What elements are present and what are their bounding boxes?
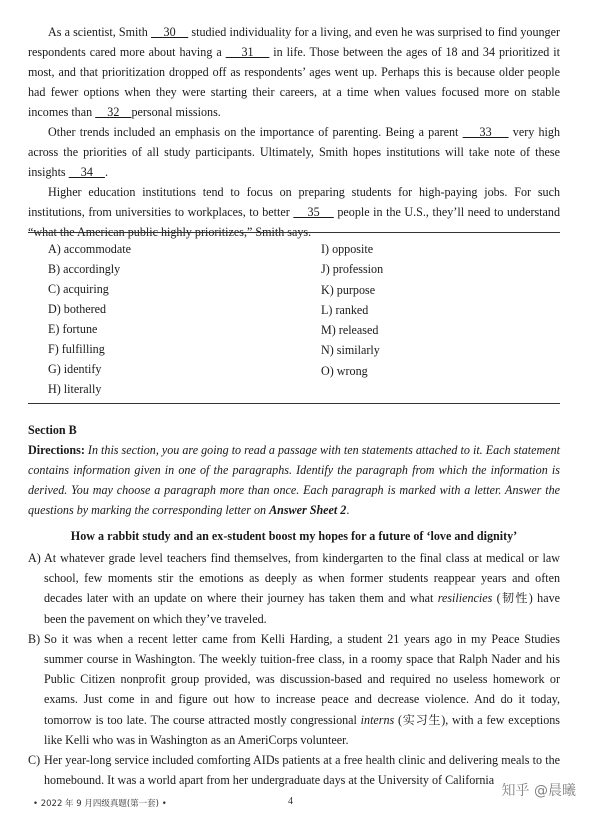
option-c: C) acquiring xyxy=(48,282,109,296)
text-emphasis: resiliencies xyxy=(437,591,493,606)
text-run: studied individuality for a living, and even he was surprised to find younger respondents cared more about having a xyxy=(28,25,560,59)
text-run: in life. Those between the ages of 18 and 34 prioritized it most, and that prioritization dropped off as respondents’ ages went up. Perhaps this is because older people had fewer options when they were starting their careers, at a time when values focused more on stable incomes than xyxy=(28,45,561,119)
text-run: Other trends included an emphasis on the importance of parenting. Being a parent xyxy=(48,125,463,139)
text-run: personal missions. xyxy=(131,105,221,119)
word-bank-options xyxy=(28,233,560,403)
option-a: A) accommodate xyxy=(48,242,131,256)
text-run: Her year-long service included comforting AIDs patients at a free health clinic and delivering meals to the homebound. It was a world apart from her undergraduate days at the University of California xyxy=(44,753,560,788)
passage xyxy=(28,22,560,242)
option-g: G) identify xyxy=(48,362,102,376)
option-m: M) released xyxy=(321,323,379,337)
paragraph-letter: B) xyxy=(28,631,41,646)
section-b-title: Section B xyxy=(28,423,77,437)
option-j: J) profession xyxy=(321,262,384,276)
option-h: H) literally xyxy=(48,382,102,396)
passage-paragraph-2 xyxy=(28,122,560,182)
option-i: I) opposite xyxy=(321,242,374,256)
text-run: (实习生), with a few exceptions like Kelli who was in Washington as an AmeriCorps volunteer. xyxy=(44,712,560,747)
blank-31: 31 xyxy=(225,45,270,59)
text-run: very high across the priorities of all study participants. Ultimately, Smith hopes institutions will take note of these insights xyxy=(28,125,560,179)
text-run: As a scientist, Smith xyxy=(48,25,151,39)
paragraph-letter: C) xyxy=(28,753,41,768)
text-run: At whatever grade level teachers find themselves, from kindergarten to the final class at medical or law school, few moments stir the emotions as deeply as when former students reappear years and often decades later with an update on where their journey has taken them and what xyxy=(44,551,560,606)
directions-text: In this section, you are going to read a passage with ten statements attached to it. Each statement contains information given in one of the paragraphs. Identify the paragraph from which the information is derived. You may choose a paragraph more than once. Each paragraph is marked with a letter. Answer the questions by marking the corresponding letter on xyxy=(28,443,560,517)
page-number: 4 xyxy=(288,796,293,807)
option-k: K) purpose xyxy=(321,283,376,297)
passage-paragraph-1 xyxy=(28,22,560,122)
option-e: E) fortune xyxy=(48,322,98,336)
watermark: 知乎 @晨曦 xyxy=(501,783,576,799)
text-emphasis: interns xyxy=(360,712,395,727)
option-n: N) similarly xyxy=(321,343,380,357)
answer-sheet-ref: Answer Sheet 2 xyxy=(269,503,347,517)
text-run: Higher education institutions tend to focus on preparing students for high-paying jobs. For such institutions, from universities to workplaces, to better xyxy=(28,185,560,219)
article-paragraph-c xyxy=(28,750,560,790)
option-f: F) fulfilling xyxy=(48,342,105,356)
text-run: So it was when a recent letter came from Kelli Harding, a student 21 years ago in my Peace Studies summer course in Washington. The weekly tuition-free class, in a roomy space that Ralph Nader and his Public Citizen nonprofit group provided, was discussion-based and required no useless homework or exams. Just come in and figure out how to increase peace and decrease violence. And do it today, tomorrow is too late. The course attracted mostly congressional xyxy=(44,631,560,727)
article-title: How a rabbit study and an ex-student boost my hopes for a future of ‘love and dignity’ xyxy=(70,529,518,543)
blank-35: 35 xyxy=(293,205,334,219)
blank-32: 32 xyxy=(95,105,132,119)
option-d: D) bothered xyxy=(48,302,107,316)
option-b: B) accordingly xyxy=(48,262,121,276)
word-bank-bottom-rule xyxy=(28,403,560,404)
text-run: (韧性) have been the pavement on which they’ve traveled. xyxy=(44,591,560,626)
blank-30: 30 xyxy=(150,25,189,39)
word-bank xyxy=(28,232,560,404)
text-run: people in the U.S., they’ll need to understand “what the American public highly prioritizes,” Smith says. xyxy=(28,205,561,239)
blank-34: 34 xyxy=(68,165,105,179)
paragraph-letter: A) xyxy=(28,551,41,565)
section-b xyxy=(28,420,560,790)
section-b-directions xyxy=(28,440,560,520)
option-o: O) wrong xyxy=(321,364,368,378)
blank-33: 33 xyxy=(462,125,509,139)
article-paragraph-b xyxy=(28,629,560,750)
article-paragraph-a xyxy=(28,548,560,629)
page-footer xyxy=(33,795,573,811)
directions-label: Directions: xyxy=(28,443,85,457)
option-l: L) ranked xyxy=(321,303,369,317)
footer-exam-label: • 2022 年 9 月四级真题(第一套) • xyxy=(33,799,167,809)
text-run: . xyxy=(346,503,350,517)
text-run: . xyxy=(104,165,108,179)
